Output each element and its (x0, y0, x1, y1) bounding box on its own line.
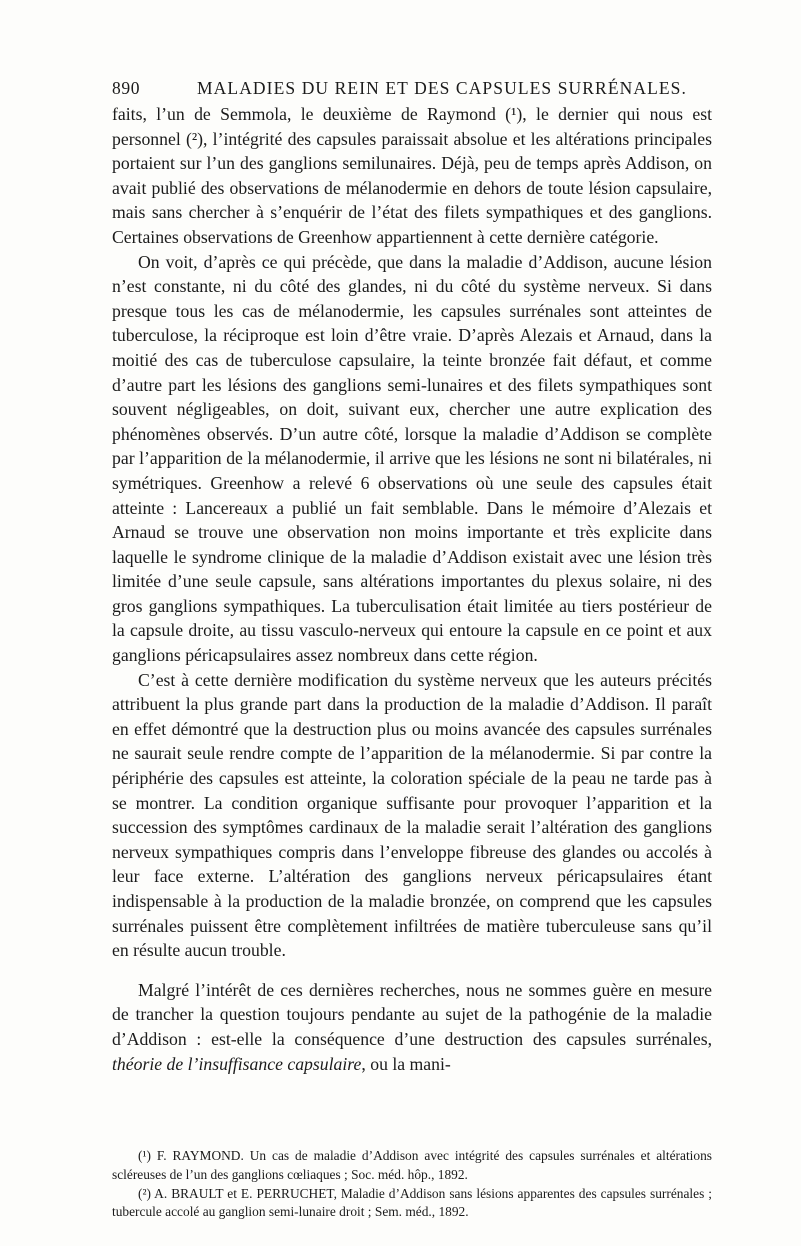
paragraph-nervous-system: C’est à cette dernière modification du système nerveux que les auteurs précités attribuent la plus grande part dans la production de la maladie d’Addison. Il paraît en effet démontré que la destruction plus ou moins avancée des capsules surrénales ne saurait seule rendre compte de l’apparition de la mélanodermie. Si par contre la périphérie des capsules est atteinte, la coloration spéciale de la peau ne tarde pas à se montrer. La condition organique suffisante pour provoquer l’apparition et la succession des symptômes cardinaux de la maladie serait l’altération des ganglions nerveux sympathiques compris dans l’enveloppe fibreuse des glandes ou accolés à leur face externe. L’altération des ganglions nerveux péricapsulaires étant indispensable à la production de la maladie bronzée, on comprend que les capsules surrénales puissent être complètement infiltrées de matière tuberculeuse sans qu’il en résulte aucun trouble. (112, 669, 712, 961)
footnotes (112, 1147, 712, 1222)
paragraph-addison-lesions: On voit, d’après ce qui précède, que dans la maladie d’Addison, aucune lésion n’est constante, ni du côté des glandes, ni du côté du système nerveux. Si dans presque tous les cas de mélanodermie, les capsules surrénales sont atteintes de tuberculose, la réciproque est loin d’être vraie. D’après Alezais et Arnaud, dans la moitié des cas de tuberculose capsulaire, la teinte bronzée fait défaut, et comme d’autre part les lésions des ganglions semi-lunaires et des filets sympathiques sont souvent négligeables, on doit, suivant eux, chercher une autre explication des phénomènes observés. D’un autre côté, lorsque la maladie d’Addison se complète par l’apparition de la mélanodermie, il arrive que les lésions ne sont ni bilatérales, ni symétriques. Greenhow a relevé 6 observations où une seule des capsules était atteinte : Lancereaux a publié un fait semblable. Dans le mémoire d’Alezais et Arnaud se trouve une observation non moins importante et très explicite dans laquelle le syndrome clinique de la maladie d’Addison existait avec une lésion très limitée d’une seule capsule, sans altérations importantes du plexus solaire, ni des gros ganglions sympathiques. La tuberculisation était limitée au tiers postérieur de la capsule droite, au tissu vasculo-nerveux qui entoure la capsule en ce point et aux ganglions péricapsulaires assez nombreux dans cette région. (112, 251, 712, 666)
running-header (112, 78, 712, 102)
paragraph-pathogenesis-end: , ou la mani- (361, 1053, 451, 1074)
paragraph-pathogenesis-text: Malgré l’intérêt de ces dernières recherches, nous ne sommes guère en mesure de trancher la question toujours pendante au sujet de la pathogénie de la maladie d’Addison : est-elle la conséquence d’une destruction des capsules surrénales, (112, 979, 712, 1049)
paragraph-pathogenesis (112, 978, 712, 1076)
paragraph-continuation: faits, l’un de Semmola, le deuxième de Raymond (¹), le dernier qui nous est personnel (²), l’intégrité des capsules paraissait absolue et les altérations principales portaient sur l’un des ganglions semilunaires. Déjà, peu de temps après Addison, on avait publié des observations de mélanodermie en dehors de toute lésion capsulaire, mais sans chercher à s’enquérir de l’état des filets sympathiques et des ganglions. Certaines observations de Greenhow appartiennent à cette dernière catégorie. (112, 104, 712, 247)
running-title: MALADIES DU REIN ET DES CAPSULES SURRÉNALES. (197, 78, 687, 98)
footnote-2: (²) A. BRAULT et E. PERRUCHET, Maladie d’Addison sans lésions apparentes des capsules surrénales ; tubercule accolé au ganglion semi-lunaire droit ; Sem. méd., 1892. (112, 1185, 712, 1220)
footnote-1: (¹) F. RAYMOND. Un cas de maladie d’Addison avec intégrité des capsules surrénales et altérations scléreuses de l’un des ganglions cœliaques ; Soc. méd. hôp., 1892. (112, 1148, 712, 1182)
body-text (112, 102, 712, 1076)
theory-phrase: théorie de l’insuffisance capsulaire (112, 1053, 362, 1074)
page-number: 890 (112, 78, 141, 98)
